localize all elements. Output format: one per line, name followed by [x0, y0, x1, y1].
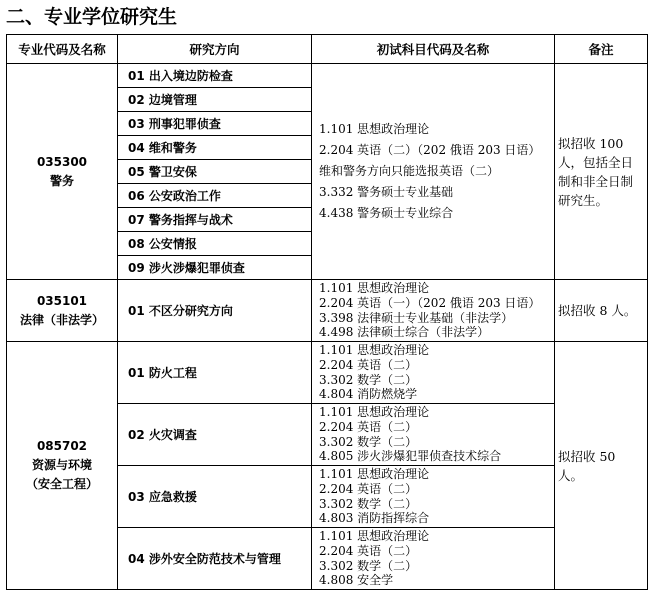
note-cell: 拟招收 50 人。 [555, 342, 648, 590]
exam-line: 2.204 英语（一）（202 俄语 203 日语） [319, 295, 541, 310]
direction-cell: 01 不区分研究方向 [118, 280, 312, 342]
exam-line: 2.204 英语（二）（202 俄语 203 日语） [319, 143, 541, 157]
direction-cell: 03 刑事犯罪侦查 [118, 112, 312, 136]
direction-cell: 01 防火工程 [118, 342, 312, 404]
exam-line: 1.101 思想政治理论 [319, 281, 430, 296]
note-cell: 拟招收 100 人，包括全日制和非全日制研究生。 [555, 64, 648, 280]
admission-table [6, 34, 648, 590]
exam-line: 1.101 思想政治理论 [319, 405, 430, 420]
exam-line: 2.204 英语（二） [319, 543, 418, 558]
major-cell [7, 342, 118, 590]
header-exam: 初试科目代码及名称 [312, 35, 555, 64]
table-row [7, 64, 648, 88]
exam-line: 1.101 思想政治理论 [319, 529, 430, 544]
header-major: 专业代码及名称 [7, 35, 118, 64]
exam-cell [312, 280, 555, 342]
major-name: 资源与环境 [31, 458, 92, 472]
exam-line: 4.438 警务硕士专业综合 [319, 206, 454, 220]
exam-line: 3.302 数学（二） [319, 496, 418, 511]
table-row [7, 342, 648, 404]
direction-cell: 02 边境管理 [118, 88, 312, 112]
exam-cell [312, 404, 555, 466]
major-cell [7, 64, 118, 280]
exam-line: 1.101 思想政治理论 [319, 122, 430, 136]
direction-cell: 06 公安政治工作 [118, 184, 312, 208]
table-row [7, 280, 648, 342]
exam-line: 3.302 数学（二） [319, 434, 418, 449]
exam-line: 3.302 数学（二） [319, 558, 418, 573]
exam-line: 4.808 安全学 [319, 573, 394, 588]
major-name: 警务 [49, 173, 74, 188]
direction-cell: 04 涉外安全防范技术与管理 [118, 528, 312, 590]
section-heading: 二、专业学位研究生 [6, 6, 178, 28]
direction-cell: 05 警卫安保 [118, 160, 312, 184]
direction-cell: 08 公安情报 [118, 232, 312, 256]
exam-line: 2.204 英语（二） [319, 357, 418, 372]
major-code: 035300 [36, 154, 88, 169]
exam-line: 2.204 英语（二） [319, 419, 418, 434]
exam-cell [312, 528, 555, 590]
exam-line: 3.398 法律硕士专业基础（非法学） [319, 310, 514, 325]
direction-cell: 01 出入境边防检查 [118, 64, 312, 88]
exam-line: 2.204 英语（二） [319, 481, 418, 496]
header-note: 备注 [555, 35, 648, 64]
exam-line: 4.803 消防指挥综合 [319, 511, 430, 526]
major-name-sub: （安全工程） [25, 477, 98, 491]
exam-cell [312, 466, 555, 528]
header-direction: 研究方向 [118, 35, 312, 64]
table-header-row [7, 35, 648, 64]
note-cell: 拟招收 8 人。 [555, 280, 648, 342]
major-code: 035101 [36, 293, 88, 308]
exam-line: 4.805 涉火涉爆犯罪侦查技术综合 [319, 449, 502, 464]
exam-cell [312, 64, 555, 280]
exam-cell [312, 342, 555, 404]
exam-line: 3.332 警务硕士专业基础 [319, 185, 454, 199]
exam-line: 4.804 消防燃烧学 [319, 387, 418, 402]
direction-cell: 02 火灾调查 [118, 404, 312, 466]
direction-cell: 04 维和警务 [118, 136, 312, 160]
direction-cell: 03 应急救援 [118, 466, 312, 528]
major-cell [7, 280, 118, 342]
direction-cell: 07 警务指挥与战术 [118, 208, 312, 232]
exam-line: 1.101 思想政治理论 [319, 343, 430, 358]
major-code: 085702 [36, 439, 88, 453]
exam-line: 1.101 思想政治理论 [319, 467, 430, 482]
exam-line: 4.498 法律硕士综合（非法学） [319, 325, 490, 340]
major-name: 法律（非法学） [19, 312, 104, 327]
exam-line: 3.302 数学（二） [319, 372, 418, 387]
direction-cell: 09 涉火涉爆犯罪侦查 [118, 256, 312, 280]
exam-line: 维和警务方向只能选报英语（二） [319, 164, 500, 178]
